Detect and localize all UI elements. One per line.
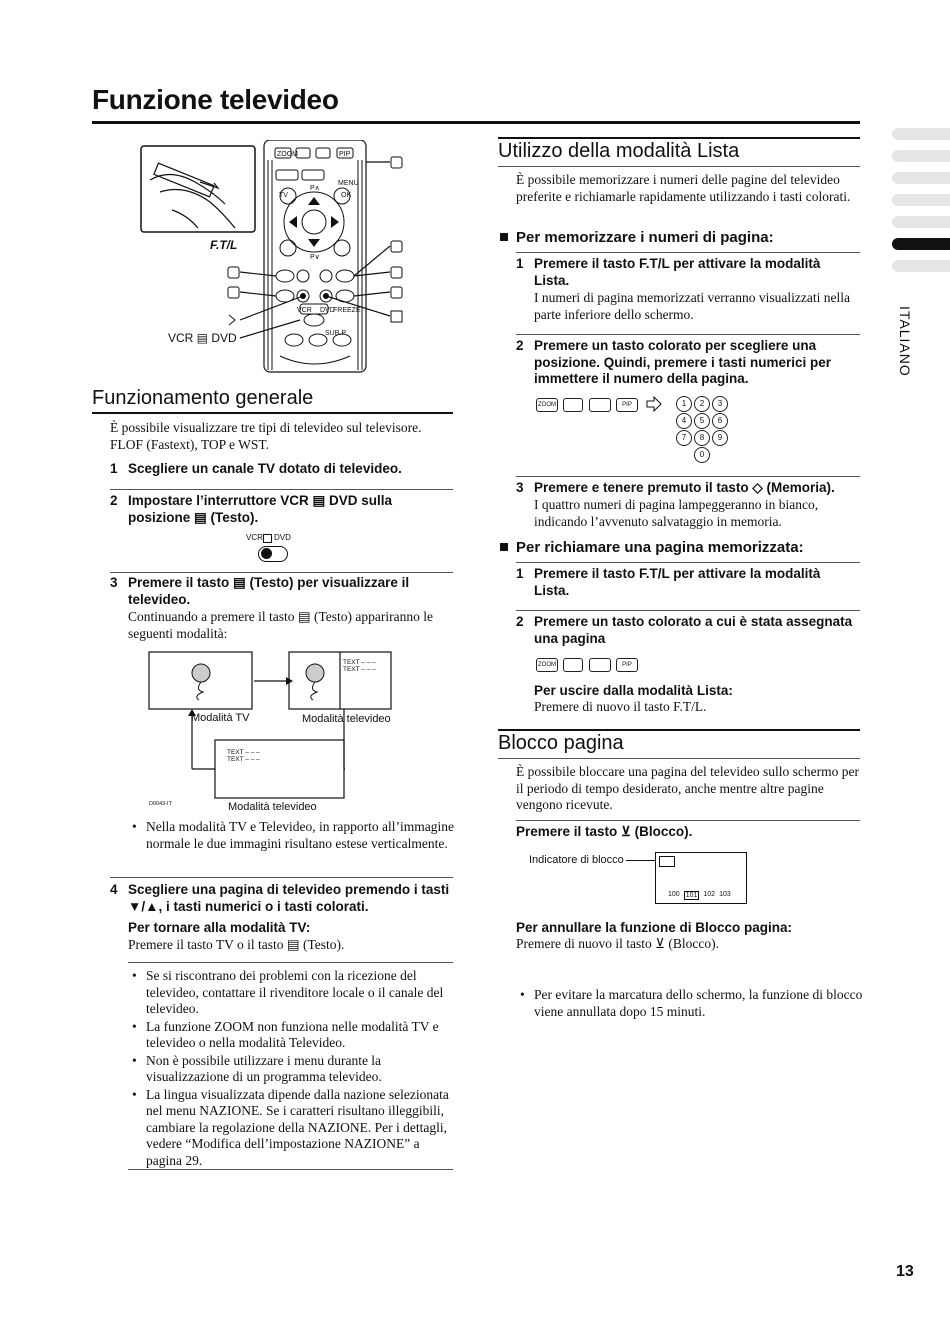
key-row-2 [536, 658, 646, 672]
exit-body: Premere di nuovo il tasto F.T/L. [534, 699, 707, 714]
step-number: 2 [516, 614, 524, 629]
numpad-key: 2 [694, 396, 710, 412]
numpad-key: 4 [676, 413, 692, 429]
color-key [563, 658, 583, 672]
section-heading-general: Funzionamento generale [92, 387, 314, 409]
recall-step-1 [516, 566, 856, 599]
hold-indicator-icon [659, 856, 675, 867]
page-number: 100 [668, 891, 680, 898]
return-body: Premere il tasto TV o il tasto ▤ (Testo). [128, 937, 345, 952]
section-rule [498, 166, 860, 167]
section-heading-list: Utilizzo della modalità Lista [498, 140, 740, 162]
list-intro: È possibile memorizzare i numeri delle pagine del televideo preferite e richiamarle rapidamente utilizzando i tasti colorati. [516, 172, 851, 204]
label-mode-tv: Modalità TV [191, 712, 250, 724]
tt-text-2 [227, 749, 260, 763]
color-key [563, 398, 583, 412]
list-step-3 [516, 480, 860, 497]
step-number: 3 [516, 480, 524, 495]
notes-list [128, 968, 453, 1169]
pip-key: PIP [616, 658, 638, 672]
vcr-dvd-switch [246, 533, 306, 565]
tt-text-line: TEXT – – – [227, 749, 260, 756]
switch-knob [261, 548, 272, 559]
section-rule-top [498, 137, 860, 139]
svg-text:OK: OK [341, 192, 352, 199]
notes-rule-bottom [128, 1169, 453, 1170]
list-step-3-body: I quattro numeri di pagina lampeggeranno in bianco, indicando l’avvenuto salvataggio in memoria. [534, 497, 819, 529]
list-step-1-body: I numeri di pagina memorizzati verranno visualizzati nella parte inferiore dello schermo. [534, 290, 850, 322]
arrow-right-icon [646, 396, 662, 412]
side-tab-active [892, 238, 950, 250]
text-icon [263, 534, 272, 543]
zoom-key: ZOOM [536, 658, 558, 672]
svg-text:ZOOM: ZOOM [277, 151, 298, 158]
numpad-key: 9 [712, 430, 728, 446]
screen-example [655, 852, 747, 904]
svg-text:PIP: PIP [339, 151, 351, 158]
tt-text-line: TEXT – – – [227, 756, 260, 763]
mode-diagram [148, 650, 398, 815]
side-tab [892, 216, 950, 228]
section-heading-block: Blocco pagina [498, 732, 624, 754]
color-key [589, 398, 611, 412]
title-rule [92, 121, 860, 124]
step-rule [110, 489, 453, 490]
step-text: Premere il tasto F.T/L per attivare la modalità Lista. [534, 256, 821, 288]
svg-text:P∨: P∨ [310, 254, 320, 261]
color-key [589, 658, 611, 672]
numpad-key: 5 [694, 413, 710, 429]
list-step-1 [516, 256, 856, 289]
step-text: Premere il tasto F.T/L per attivare la modalità Lista. [534, 566, 821, 598]
indicator-leader [626, 860, 656, 861]
section-rule-top [498, 729, 860, 731]
language-tab-label: ITALIANO [897, 306, 913, 377]
recall-step-2 [516, 614, 856, 647]
step-rule [516, 820, 860, 821]
key-diagram [536, 396, 736, 466]
return-heading: Per tornare alla modalità TV: [128, 920, 311, 935]
svg-text:TV: TV [279, 192, 288, 199]
ft-label: F.T/L [210, 238, 238, 252]
block-press: Premere il tasto ⊻ (Blocco). [516, 824, 693, 839]
step-number: 4 [110, 882, 118, 897]
recall-heading [500, 539, 860, 556]
cancel-heading: Per annullare la funzione di Blocco pagina: [516, 920, 793, 935]
numpad-key: 6 [712, 413, 728, 429]
step-3-body: Continuando a premere il tasto ▤ (Testo) appariranno le seguenti modalità: [128, 609, 433, 641]
square-bullet-icon [500, 233, 508, 241]
svg-text:DVD: DVD [320, 307, 335, 314]
tt-text-line: TEXT – – – [343, 659, 376, 666]
step-rule [516, 252, 860, 253]
numpad-key: 8 [694, 430, 710, 446]
block-intro: È possibile bloccare una pagina del televideo sullo schermo per il periodo di tempo desiderato, anche mentre altre pagine vengono ricevute. [516, 764, 860, 812]
step-text: Premere il tasto ▤ (Testo) per visualizzare il televideo. [128, 575, 410, 607]
cancel-bullet: • Per evitare la marcatura dello schermo, la funzione di blocco viene annullata dopo 15 minuti. [516, 987, 864, 1020]
label-mode-teletext: Modalità televideo [302, 713, 391, 725]
pip-key: PIP [616, 398, 638, 412]
recall-heading-text: Per richiamare una pagina memorizzata: [516, 539, 804, 556]
step-rule [516, 562, 860, 563]
page-number: 13 [896, 1263, 914, 1280]
page-list [668, 891, 731, 900]
step-number: 2 [516, 338, 524, 353]
side-tab [892, 260, 950, 272]
step-text: Impostare l’interruttore VCR ▤ DVD sulla posizione ▤ (Testo). [128, 493, 393, 525]
note-item: • La lingua visualizzata dipende dalla nazione selezionata nel menu NAZIONE. Se i caratteri risultano illeggibili, cambiare la regolazione della NAZIONE. Per i dettagli, vedere “Modifica dell’impostazione NAZIONE” a pagina 29. [128, 1087, 453, 1170]
square-bullet-icon [500, 543, 508, 551]
svg-text:SUB.P: SUB.P [325, 330, 347, 337]
step-4 [110, 882, 450, 915]
step-2 [110, 493, 450, 526]
tt-text-1 [343, 659, 376, 673]
step-number: 2 [110, 493, 118, 508]
step-number: 3 [110, 575, 118, 590]
note-item: • Se si riscontrano dei problemi con la ricezione del televideo, contattare il rivenditore locale o il canale del televideo. [128, 968, 453, 1018]
side-tab [892, 150, 950, 162]
svg-text:FREEZE: FREEZE [333, 307, 361, 314]
side-tab [892, 194, 950, 206]
store-heading [500, 229, 860, 246]
notes-rule-top [128, 962, 453, 963]
general-intro: È possibile visualizzare tre tipi di televideo sul televisore. FLOF (Fastext), TOP e WST. [110, 420, 422, 452]
cancel-body: Premere di nuovo il tasto ⊻ (Blocco). [516, 936, 719, 951]
bullet-note: • Nella modalità TV e Televideo, in rapporto all’immagine normale le due immagini risultano estese verticalmente. [128, 819, 456, 852]
numpad-key: 7 [676, 430, 692, 446]
note-item: • La funzione ZOOM non funziona nelle modalità TV e televideo o nella modalità Televideo. [128, 1019, 453, 1052]
page-title: Funzione televideo [92, 84, 339, 115]
step-text: Premere un tasto colorato per scegliere una posizione. Quindi, premere i tasti numerici per immettere il numero della pagina. [534, 338, 832, 386]
note-item: • Non è possibile utilizzare i menu durante la visualizzazione di un programma televideo. [128, 1053, 453, 1086]
page-number: 103 [719, 891, 731, 898]
step-rule [516, 334, 860, 335]
numpad-key: 1 [676, 396, 692, 412]
switch-dvd-label: DVD [274, 533, 291, 542]
step-number: 1 [516, 256, 524, 271]
step-number: 1 [110, 461, 118, 476]
step-text: Premere e tenere premuto il tasto ◇ (Memoria). [534, 480, 835, 495]
list-step-2 [516, 338, 856, 388]
step-text: Premere un tasto colorato a cui è stata assegnata una pagina [534, 614, 853, 646]
step-rule [110, 877, 453, 878]
step-text: Scegliere un canale TV dotato di televideo. [128, 461, 402, 476]
side-tab [892, 128, 950, 140]
numpad-key: 3 [712, 396, 728, 412]
page-number: 102 [703, 891, 716, 898]
exit-heading: Per uscire dalla modalità Lista: [534, 683, 733, 698]
label-mode-teletext-2: Modalità televideo [228, 801, 317, 813]
step-1 [110, 461, 450, 478]
switch-vcr-label: VCR [246, 533, 263, 542]
svg-text:MENU: MENU [338, 180, 359, 187]
zoom-key: ZOOM [536, 398, 558, 412]
step-rule [516, 610, 860, 611]
page-number-selected: 101 [685, 892, 698, 899]
side-tab [892, 172, 950, 184]
step-rule [516, 476, 860, 477]
svg-text:VCR: VCR [297, 307, 312, 314]
store-heading-text: Per memorizzare i numeri di pagina: [516, 229, 774, 246]
section-rule [92, 412, 453, 414]
step-text: Scegliere una pagina di televideo premendo i tasti ▼/▲, i tasti numerici o i tasti colorati. [128, 882, 450, 914]
numpad-key: 0 [694, 447, 710, 463]
vcr-dvd-label: VCR ▤ DVD [168, 331, 237, 345]
step-number: 1 [516, 566, 524, 581]
section-rule [498, 758, 860, 759]
tt-text-line: TEXT – – – [343, 666, 376, 673]
indicator-label: Indicatore di blocco [529, 854, 624, 866]
svg-text:P∧: P∧ [310, 185, 320, 192]
step-rule [110, 572, 453, 573]
step-3 [110, 575, 450, 608]
diagram-code: D0043-IT [149, 801, 172, 807]
